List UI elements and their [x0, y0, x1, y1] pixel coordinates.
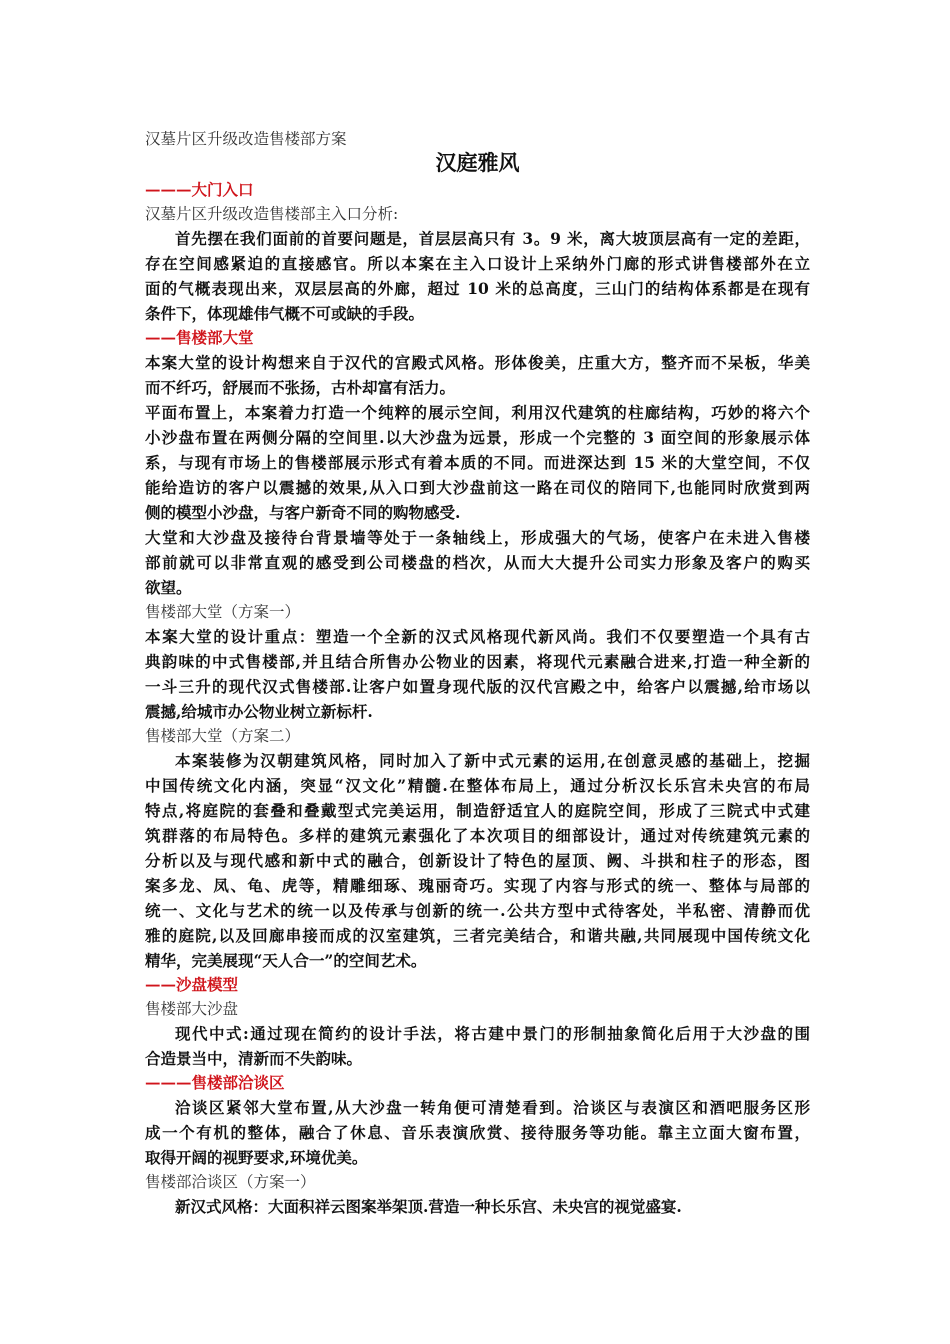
- paragraph-line: 系，与现有市场上的售楼部展示形式有着本质的不同。而进深达到 15 米的大堂空间，不仅: [145, 453, 810, 472]
- paragraph-line: 分析以及与现代感和新中式的融合，创新设计了特色的屋顶、阙、斗拱和柱子的形态，图: [145, 851, 810, 870]
- paragraph-line: 条件下，体现雄伟气概不可或缺的手段。: [145, 304, 425, 323]
- paragraph-line: 本案大堂的设计构想来自于汉代的宫殿式风格。形体俊美，庄重大方，整齐而不呆板，华美: [145, 353, 810, 372]
- paragraph-line: 筑群落的布局特色。多样的建筑元素强化了本次项目的细部设计，通过对传统建筑元素的: [145, 826, 810, 845]
- paragraph-line: 本案大堂的设计重点：塑造一个全新的汉式风格现代新风尚。我们不仅要塑造一个具有古: [145, 627, 810, 646]
- paragraph-line: 精华，完美展现“天人合一”的空间艺术。: [145, 951, 427, 970]
- paragraph-line: 大堂和大沙盘及接待台背景墙等处于一条轴线上，形成强大的气场，使客户在未进入售楼: [145, 528, 810, 547]
- paragraph-line: 平面布置上，本案着力打造一个纯粹的展示空间，利用汉代建筑的柱廊结构，巧妙的将六个: [145, 403, 810, 422]
- paragraph-line: 案多龙、凤、龟、虎等，精雕细琢、瑰丽奇巧。实现了内容与形式的统一、整体与局部的: [145, 876, 810, 895]
- paragraph-line: 面的气概表现出来，双层层高的外廊，超过 10 米的总高度，三山门的结构体系都是在现有: [145, 279, 810, 298]
- paragraph-line: 雅的庭院,以及回廊串接而成的汉室建筑，三者完美结合，和谐共融,共同展现中国传统文化: [145, 926, 810, 945]
- paragraph-line: 统一、文化与艺术的统一以及传承与创新的统一.公共方型中式待客处，半私密、清静而优: [145, 901, 810, 920]
- section-subheading-gate: 汉墓片区升级改造售楼部主入口分析:: [145, 205, 399, 223]
- paragraph-line: 新汉式风格：大面积祥云图案举架顶.营造一种长乐宫、未央宫的视觉盛宴.: [175, 1197, 682, 1216]
- paragraph-line: 小沙盘布置在两侧分隔的空间里.以大沙盘为远景，形成一个完整的 3 面空间的形象展示体: [145, 428, 810, 447]
- paragraph-line: 首先摆在我们面前的首要问题是，首层层高只有 3。9 米，离大坡顶层高有一定的差距，: [175, 229, 810, 248]
- section-heading-lobby: ——售楼部大堂: [145, 328, 254, 347]
- paragraph-line: 中国传统文化内涵，突显“汉文化”精髓.在整体布局上，通过分析汉长乐宫未央宫的布局: [145, 776, 810, 795]
- paragraph-line: 欲望。: [145, 578, 192, 597]
- paragraph-line: 而不纤巧，舒展而不张扬，古朴却富有活力。: [145, 378, 456, 397]
- paragraph-line: 一斗三升的现代汉式售楼部.让客户如置身现代版的汉代宫殿之中，给客户以震撼,给市场以: [145, 677, 810, 696]
- paragraph-line: 取得开阔的视野要求,环境优美。: [145, 1148, 368, 1167]
- section-subheading-lobby-plan1: 售楼部大堂（方案一）: [145, 603, 301, 621]
- paragraph-line: 洽谈区紧邻大堂布置,从大沙盘一转角便可清楚看到。洽谈区与表演区和酒吧服务区形: [175, 1098, 810, 1117]
- section-heading-gate: ———大门入口: [145, 180, 254, 199]
- paragraph-line: 特点,将庭院的套叠和叠戴型式完美运用，制造舒适宜人的庭院空间，形成了三院式中式建: [145, 801, 810, 820]
- section-subheading-sandtable: 售楼部大沙盘: [145, 1000, 239, 1018]
- section-subheading-lobby-plan2: 售楼部大堂（方案二）: [145, 727, 301, 745]
- paragraph-line: 合造景当中，清新而不失韵味。: [145, 1049, 363, 1068]
- section-subheading-lounge-plan1: 售楼部洽谈区（方案一）: [145, 1173, 316, 1191]
- paragraph-line: 能给造访的客户以震撼的效果,从入口到大沙盘前这一路在司仪的陪同下,也能同时欣赏到两: [145, 478, 810, 497]
- document-title: 汉庭雅风: [435, 150, 520, 175]
- document-heading: 汉墓片区升级改造售楼部方案: [145, 130, 347, 148]
- section-heading-sandtable: ——沙盘模型: [145, 975, 239, 994]
- paragraph-line: 本案装修为汉朝建筑风格，同时加入了新中式元素的运用,在创意灵感的基础上，挖掘: [175, 751, 810, 770]
- paragraph-line: 侧的模型小沙盘，与客户新奇不同的购物感受.: [145, 503, 461, 522]
- paragraph-line: 现代中式:通过现在简约的设计手法，将古建中景门的形制抽象简化后用于大沙盘的围: [175, 1024, 810, 1043]
- paragraph-line: 震撼,给城市办公物业树立新标杆.: [145, 702, 373, 721]
- paragraph-line: 部前就可以非常直观的感受到公司楼盘的档次，从而大大提升公司实力形象及客户的购买: [145, 553, 810, 572]
- section-heading-lounge: ———售楼部洽谈区: [145, 1073, 285, 1092]
- paragraph-line: 典韵味的中式售楼部,并且结合所售办公物业的因素，将现代元素融合进来,打造一种全新的: [145, 652, 810, 671]
- paragraph-line: 成一个有机的整体，融合了休息、音乐表演欣赏、接待服务等功能。靠主立面大窗布置，: [145, 1123, 810, 1142]
- paragraph-line: 存在空间感紧迫的直接感官。所以本案在主入口设计上采纳外门廊的形式讲售楼部外在立: [145, 254, 810, 273]
